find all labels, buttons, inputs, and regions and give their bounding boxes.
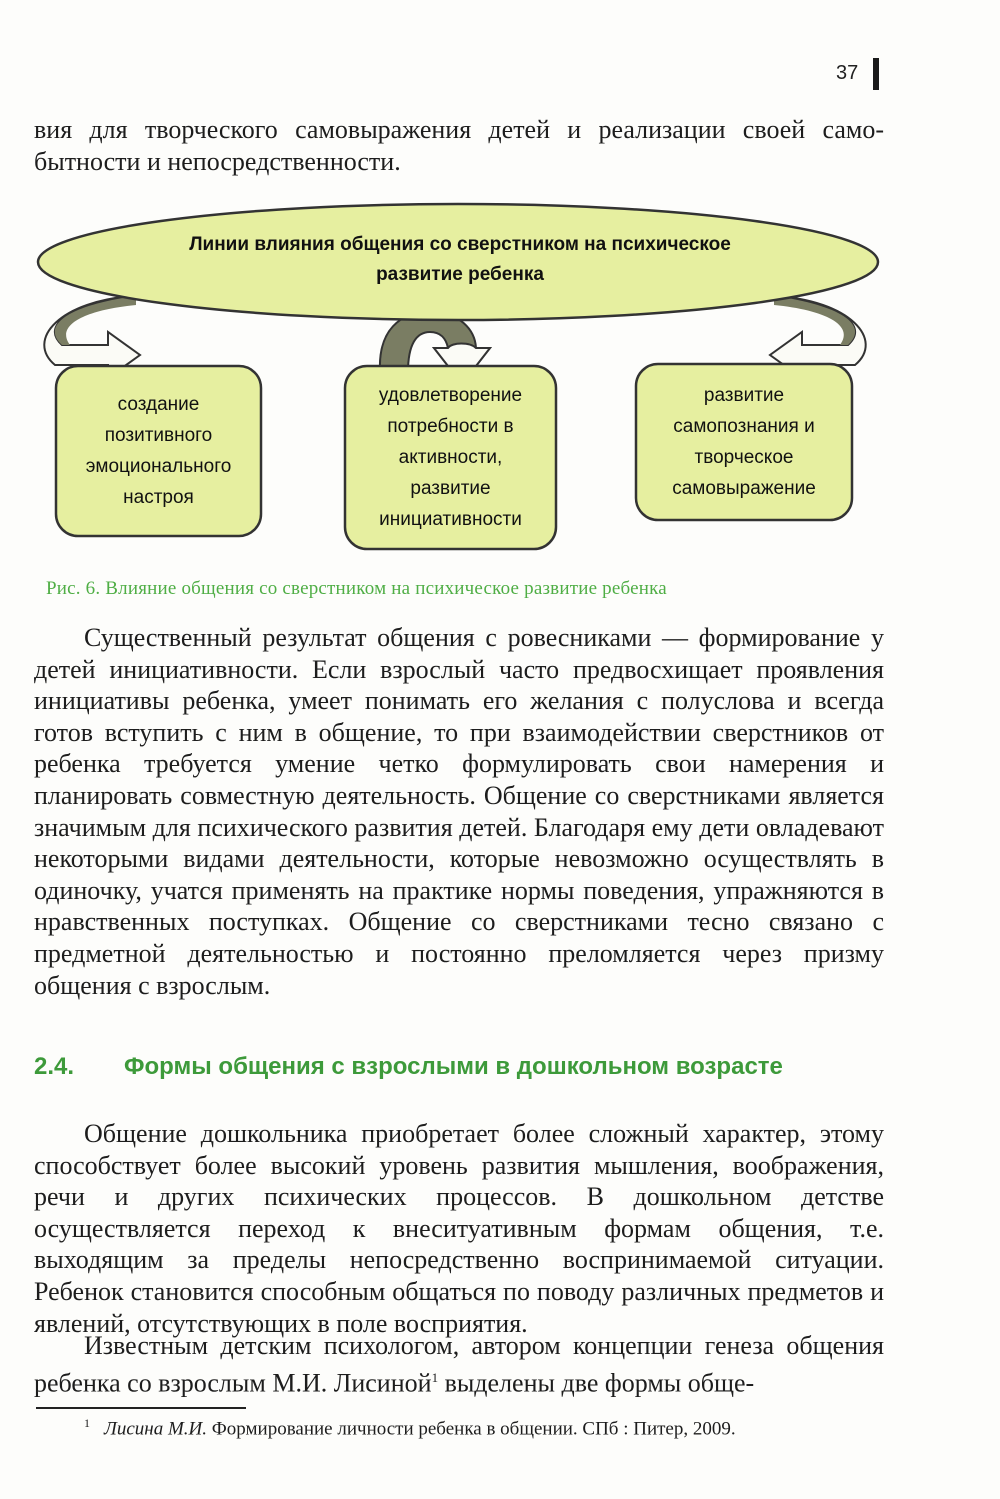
- section-number: 2.4.: [34, 1053, 75, 1080]
- paragraph-3-before-ref: Известным детским психологом, автором концепции генеза общения ребенка со взрослым М.И. Лисиной: [34, 1331, 884, 1398]
- page-number: 37: [836, 62, 859, 84]
- box-left-label: создание позитивного эмоционального настроя: [85, 394, 232, 508]
- box-right-label: развитие самопознания и творческое самовыражение: [672, 385, 816, 499]
- paragraph-3-after-ref: выделены две формы обще-: [438, 1368, 755, 1398]
- paragraph-2: [34, 1118, 884, 1339]
- section-heading: [34, 1053, 894, 1081]
- diagram-title: Линии влияния общения со сверстником на психическое развитие ребенка: [189, 234, 731, 285]
- footnote-ref: 1: [431, 1369, 439, 1385]
- paragraph-3: [34, 1330, 884, 1399]
- section-title: Формы общения с взрослыми в дошкольном возрасте: [124, 1053, 783, 1080]
- paragraph-1: [34, 622, 884, 1001]
- footnote: [84, 1416, 884, 1440]
- box-center-label: удовлетворение потребности в активности, развитие инициативности: [378, 385, 523, 530]
- footnote-mark: 1: [84, 1416, 90, 1430]
- footnote-author: Лисина М.И.: [104, 1418, 208, 1440]
- paragraph-2-text: Общение дошкольника приобретает более сложный характер, этому способствует более высокий уровень развития мышления, воображения, речи и других психических процессов. В дошкольном детстве осуществляется переход к внеситуативным формам общения, т.е. выходящим за пределы непосредственно воспринимаемой ситуации. Ребенок становится способным общаться по поводу различных предметов и явлений, отсутствующих в поле восприятия.: [34, 1119, 884, 1338]
- footnote-divider: [36, 1407, 246, 1409]
- intro-line-1: вия для творческого самовыражения детей и реализации своей само-: [34, 115, 884, 144]
- figure-caption: Рис. 6. Влияние общения со сверстником на психическое развитие ребенка: [46, 578, 667, 599]
- paragraph-3-text: [34, 1330, 884, 1399]
- paragraph-1-text: Существенный результат общения с ровесниками — формирование у детей инициативности. Если взрослый часто предвосхищает проявления инициативы ребенка, умеет понимать его желания с полуслова и всегда готов вступить с ним в общение, то при взаимодействии сверстников от ребенка требуется умение четко формулировать свои намерения и планировать совместную деятельность. Общение со сверстниками является значимым для психического развития детей. Благодаря ему дети овладевают некоторыми видами деятельности, которые невозможно осуществлять в одиночку, учатся применять на практике нормы поведения, упражняются в нравственных поступках. Общение со сверстниками тесно связано с предметной деятельностью и постоянно преломляется через призму общения с взрослым.: [34, 623, 884, 1000]
- intro-line-2: бытности и непосредственности.: [34, 146, 401, 176]
- footnote-text: Формирование личности ребенка в общении. СПб : Питер, 2009.: [207, 1418, 736, 1440]
